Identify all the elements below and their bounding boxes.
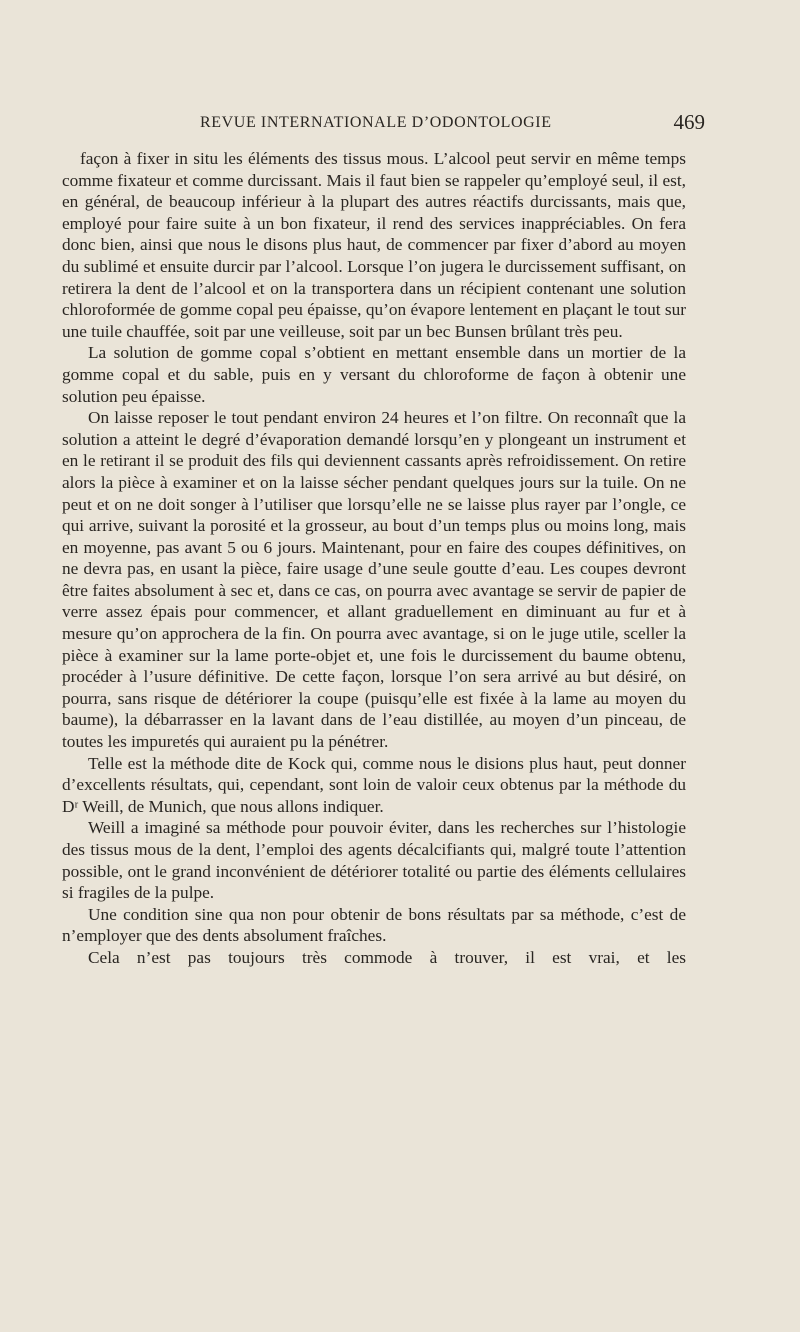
paragraph: Telle est la méthode dite de Kock qui, comme nous le disions plus haut, peut donner d’excellents résultats, qui, cependant, sont loin de valoir ceux obtenus par la méthode du Dʳ Weill, de Munich, que nous allons indiquer. [62, 753, 686, 816]
paragraph: façon à fixer in situ les éléments des tissus mous. L’alcool peut servir en même temps comme fixateur et comme durcissant. Mais il faut bien se rappeler qu’employé seul, il est, en général, de beaucoup inférieur à la plupart des autres réactifs durcissants, mais que, employé pour faire suite à un bon fixateur, il rend des services inappréciables. On fera donc bien, ainsi que nous le disons plus haut, de commencer par fixer d’abord au moyen du sublimé et ensuite durcir par l’alcool. Lorsque l’on jugera le durcissement suffisant, on retirera la dent de l’alcool et on la transportera dans un récipient contenant une solution chloroformée de gomme copal peu épaisse, qu’on évapore lentement en plaçant le tout sur une tuile chauffée, soit par une veilleuse, soit par un bec Bunsen brûlant très peu. [62, 149, 686, 341]
paragraph: Une condition sine qua non pour obtenir de bons résultats par sa méthode, c’est de n’employer que des dents absolument fraîches. [62, 904, 686, 946]
body-text [62, 148, 686, 969]
paragraph: Cela n’est pas toujours très commode à trouver, il est vrai, et les [88, 947, 686, 967]
paragraph: La solution de gomme copal s’obtient en mettant ensemble dans un mortier de la gomme copal et du sable, puis en y versant du chloroforme de façon à obtenir une solution peu épaisse. [62, 343, 686, 406]
paragraph: On laisse reposer le tout pendant environ 24 heures et l’on filtre. On reconnaît que la solution a atteint le degré d’évaporation demandé lorsqu’en y plongeant un instrument et en le retirant il se produit des fils qui deviennent cassants après refroidissement. On retire alors la pièce à examiner et on la laisse sécher pendant quelques jours sur la tuile. On ne peut et on ne doit songer à l’utiliser que lorsqu’elle ne se laisse plus rayer par l’ongle, ce qui arrive, suivant la porosité et la grosseur, au bout d’un temps plus ou moins long, mais en moyenne, pas avant 5 ou 6 jours. Maintenant, pour en faire des coupes définitives, on ne devra pas, en usant la pièce, faire usage d’une seule goutte d’eau. Les coupes devront être faites absolument à sec et, dans ce cas, on pourra avec avantage se servir de papier de verre assez épais pour commencer, et allant graduellement en diminuant au fur et à mesure qu’on approchera de la fin. On pourra avec avantage, si on le juge utile, sceller la pièce à examiner sur la lame porte-objet et, une fois le durcissement du baume obtenu, procéder à l’usure définitive. De cette façon, lorsque l’on sera arrivé au but désiré, on pourra, sans risque de détériorer la coupe (puisqu’elle est fixée à la lame au moyen du baume), la débarrasser en la lavant dans de l’eau distillée, au moyen d’un pinceau, de toutes les impuretés qui auraient pu la pénétrer. [62, 408, 686, 752]
page-number: 469 [673, 110, 705, 134]
journal-title: REVUE INTERNATIONALE D’ODONTOLOGIE [200, 114, 552, 131]
paragraph: Weill a imaginé sa méthode pour pouvoir éviter, dans les recherches sur l’histologie des tissus mous de la dent, l’emploi des agents décalcifiants qui, malgré toute l’attention possible, ont le grand inconvénient de détériorer totalité ou partie des éléments cellulaires si fragiles de la pulpe. [62, 818, 686, 903]
